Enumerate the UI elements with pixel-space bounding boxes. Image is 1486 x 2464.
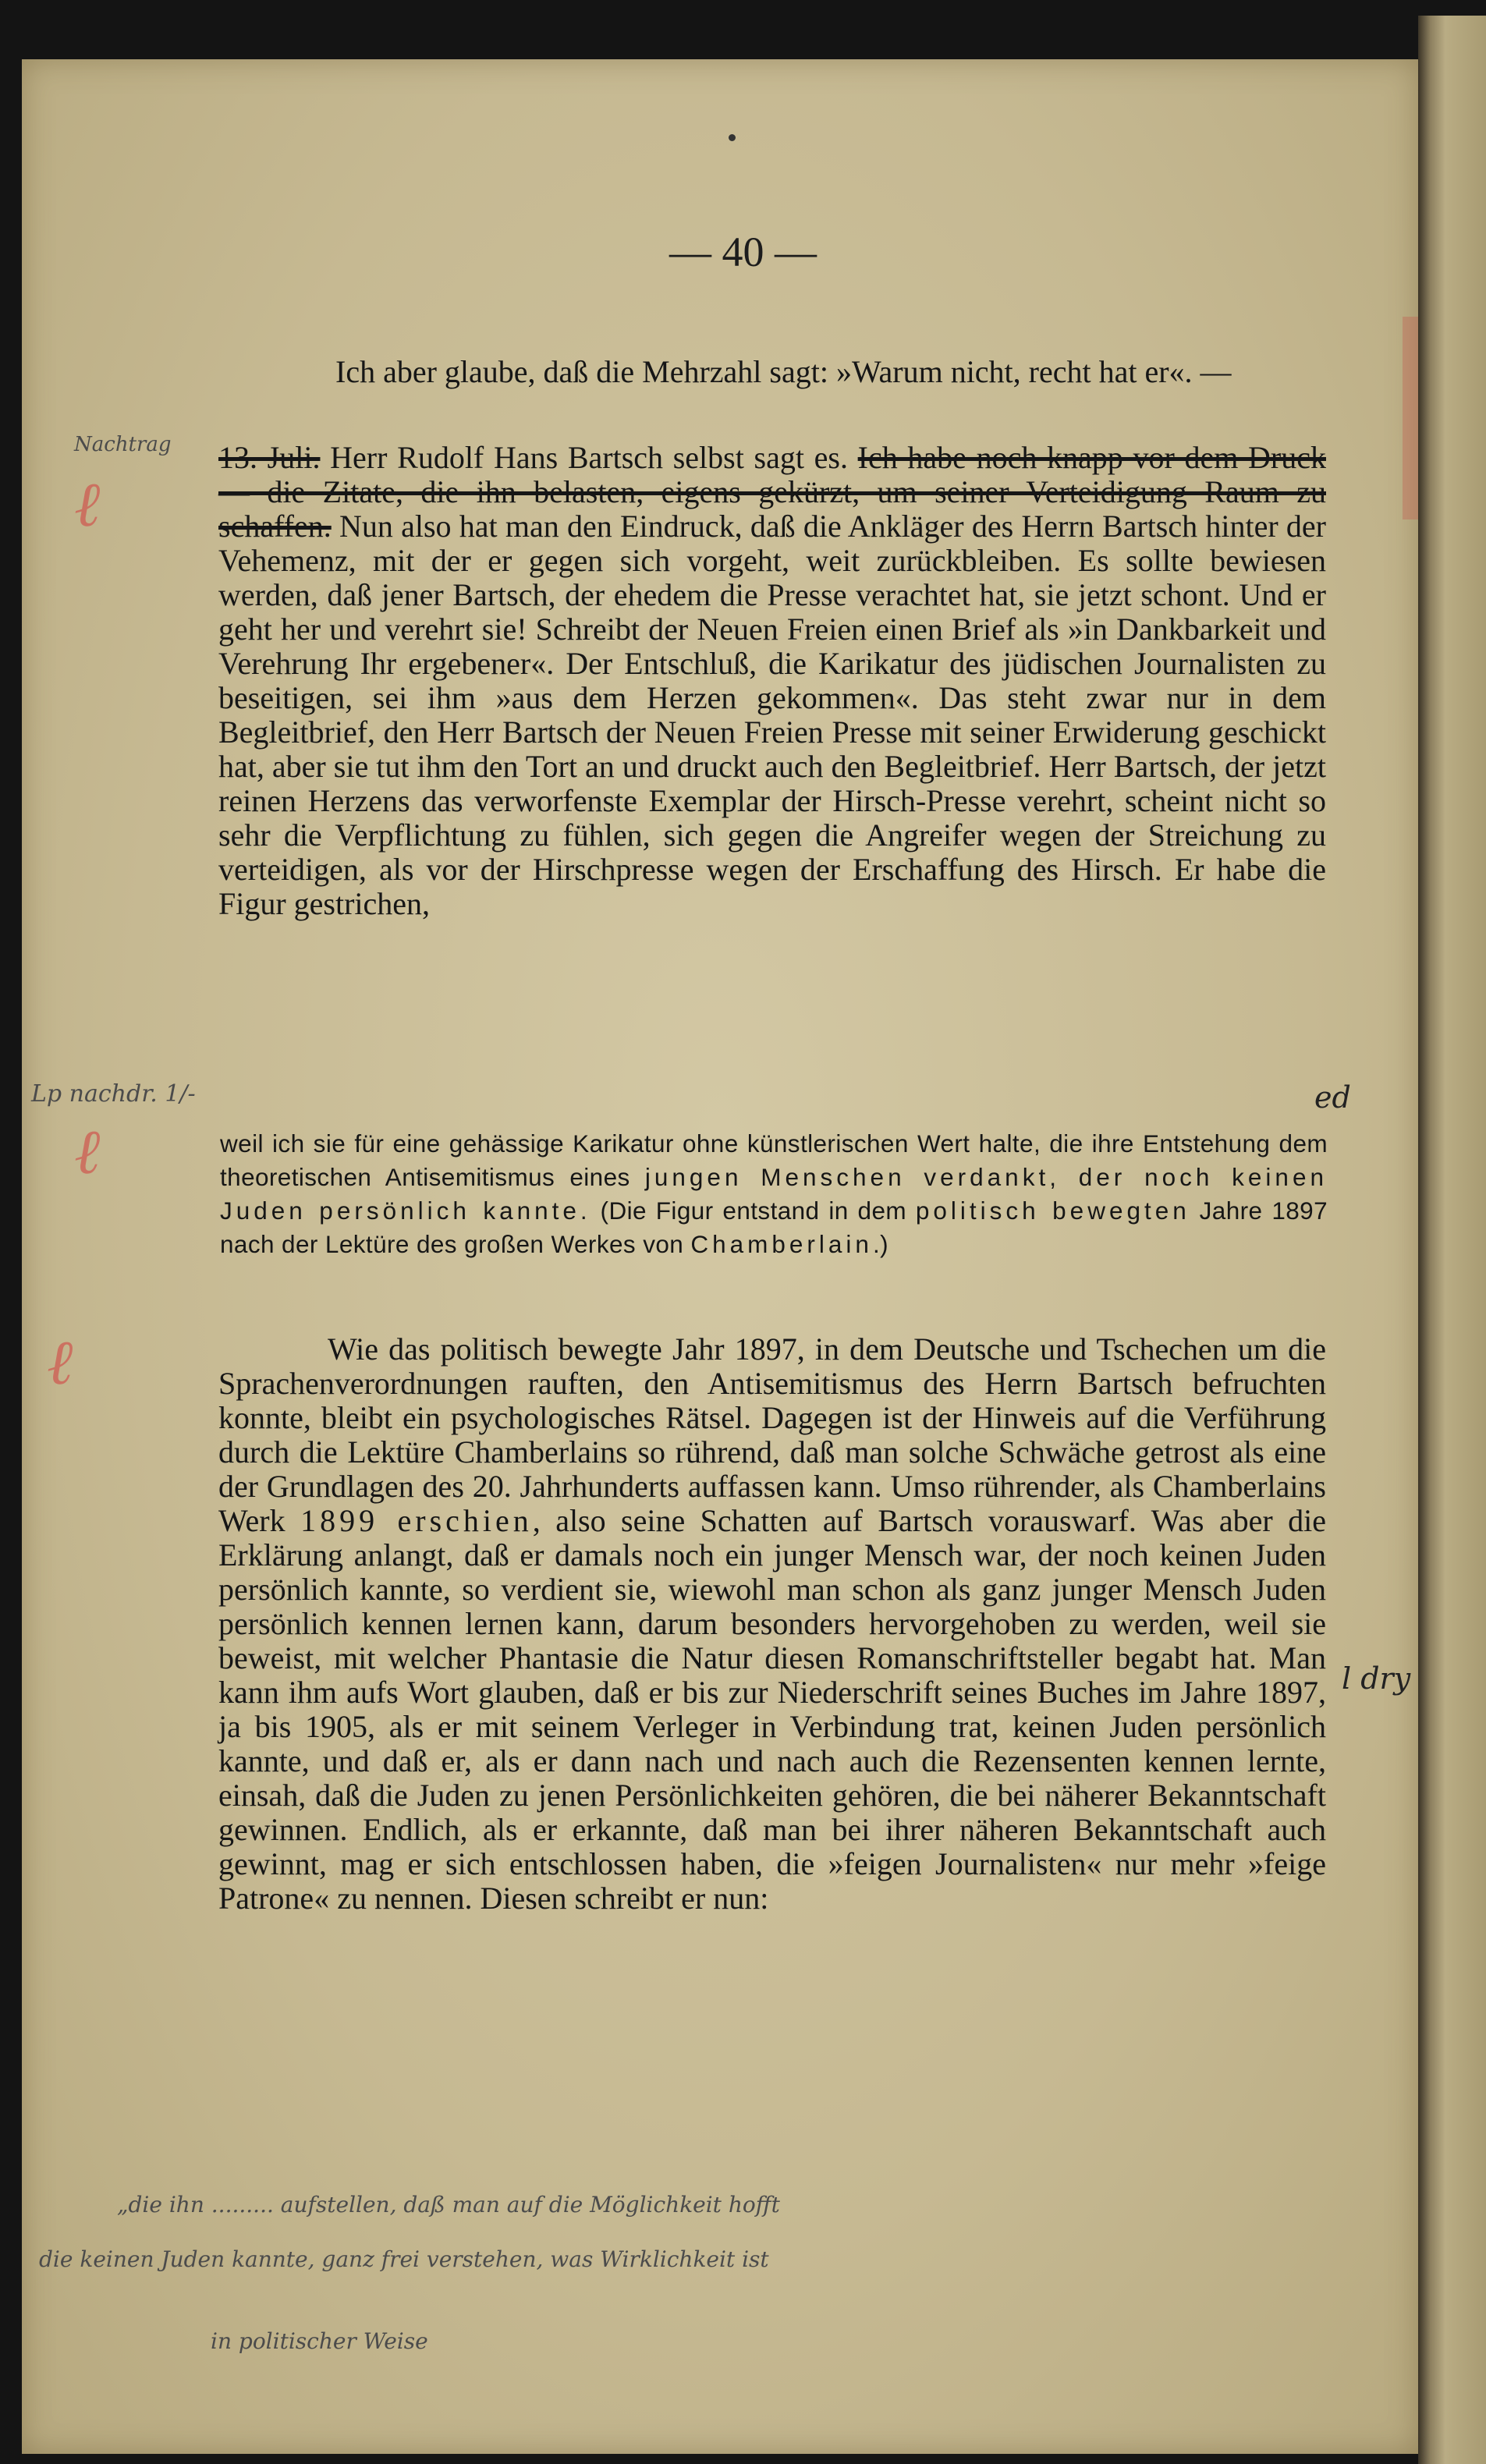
block-quote	[220, 1127, 1328, 1261]
paragraph-1: Ich aber glaube, daß die Mehrzahl sagt: »Warum nicht, recht hat er«. —	[335, 354, 1232, 389]
paragraph-2	[218, 441, 1326, 921]
quote-text-a: weil ich sie für eine gehässige Karikatur ohne künstlerischen Wert halte, die ihre Entstehung dem theoretischen Antisemitismus eines	[220, 1129, 1328, 1191]
margin-note-mid-left: Lp nachdr. 1/-	[31, 1080, 196, 1108]
margin-note-right: l dry	[1342, 1661, 1411, 1696]
paragraph-3-text-b: , also seine Schatten auf Bartsch vorauswarf. Was aber die Erklärung anlangt, daß er damals noch ein junger Mensch war, der noch keinen Juden persönlich kannte, so verdient sie, wiewohl man schon als ganz junger Mensch Juden persönlich kennen lernen kann, darum besonders hervorgehoben zu werden, weil sie beweist, mit welcher Phantasie die Natur diesen Romanschriftsteller begabt hat. Man kann ihm aufs Wort glauben, daß er bis zur Niederschrift seines Buches im Jahre 1897, ja bis 1905, als er mit seinem Verleger in Verbindung trat, keinen Juden persönlich kannte, und daß er, als er dann nach und nach auch die Rezensenten kennen lernte, einsah, daß die Juden zu jenen Persönlichkeiten gehören, die bei näherer Bekanntschaft gewinnen. Endlich, als er erkannte, daß man bei ihrer näheren Bekanntschaft auch gewinnt, mag er sich entschlossen haben, die »feigen Journalisten« nur mehr »feige Patrone« zu nennen. Diesen schreibt er nun:	[218, 1503, 1327, 1916]
red-edge-mark	[1403, 317, 1418, 519]
quote-spaced-1: jungen Menschen verdankt, der noch keinen Juden persönlich kannte.	[220, 1163, 1328, 1225]
ink-dot	[729, 134, 736, 141]
margin-inline-mark: ed	[1314, 1080, 1351, 1115]
struck-passage: Ich habe noch knapp vor dem Druck — die Zitate, die ihn belasten, eigens gekürzt, um seiner Verteidigung Raum zu schaffen.	[218, 440, 1326, 544]
margin-note-top-left: Nachtrag	[74, 433, 172, 456]
bottom-note-line-3: in politischer Weise	[211, 2328, 428, 2354]
paragraph-2-text-a: Herr Rudolf Hans Bartsch selbst sagt es.	[320, 440, 858, 475]
quote-text-b: (Die Figur entstand in dem	[590, 1197, 916, 1225]
red-mark-3: ℓ	[47, 1326, 73, 1399]
quote-text-c: Jahre 1897 nach der Lektüre des großen Werkes von	[220, 1197, 1328, 1258]
adjacent-page-edge	[1418, 16, 1486, 2464]
paragraph-2-text-b: Nun also hat man den Eindruck, daß die Ankläger des Herrn Bartsch hinter der Vehemenz, mit der er gegen sich vorgeht, weit zurückbleiben. Es sollte bewiesen werden, daß jener Bartsch, der ehedem die Presse verachtet hat, sie jetzt schont. Und er geht her und verehrt sie! Schreibt der Neuen Freien einen Brief als »in Dankbarkeit und Verehrung Ihr ergebener«. Der Entschluß, die Karikatur des jüdischen Journalisten zu beseitigen, sei ihm »aus dem Herzen gekommen«. Das steht zwar nur in dem Begleitbrief, den Herr Bartsch der Neuen Freien Presse mit seiner Erwiderung geschickt hat, aber sie tut ihm den Tort an und druckt auch den Begleitbrief. Herr Bartsch, der jetzt reinen Herzens das verworfenste Exemplar der Hirsch-Presse verehrt, scheint nicht so sehr die Verpflichtung zu fühlen, sich gegen die Angreifer wegen der Streichung zu verteidigen, als vor der Hirschpresse wegen der Erschaffung des Hirsch. Er habe die Figur gestrichen,	[218, 509, 1326, 921]
bottom-note-line-2: die keinen Juden kannte, ganz frei verstehen, was Wirklichkeit ist	[39, 2246, 769, 2272]
red-mark-2: ℓ	[74, 1115, 101, 1188]
paragraph-3	[218, 1332, 1326, 1916]
paragraph-3-spaced: 1899 erschien	[300, 1503, 533, 1538]
quote-text-d: .)	[872, 1230, 888, 1258]
quote-spaced-3: Chamberlain	[690, 1230, 873, 1258]
struck-date: 13. Juli.	[218, 440, 321, 475]
bottom-note-line-1: „die ihn ......... aufstellen, daß man auf die Möglichkeit hofft	[117, 2192, 780, 2218]
page-number: — 40 —	[669, 229, 817, 275]
quote-spaced-2: politisch bewegten	[915, 1197, 1190, 1225]
paragraph-3-text-a: Wie das politisch bewegte Jahr 1897, in dem Deutsche und Tschechen um die Sprachenverordnungen rauften, den Antisemitismus des Herrn Bartsch befruchten konnte, bleibt ein psychologisches Rätsel. Dagegen ist der Hinweis auf die Verführung durch die Lektüre Chamberlains so rührend, daß man solche Schwäche getrost als eine der Grundlagen des 20. Jahrhunderts auffassen kann. Umso rührender, als Chamberlains Werk	[218, 1331, 1326, 1538]
red-mark-1: ℓ	[74, 468, 101, 541]
